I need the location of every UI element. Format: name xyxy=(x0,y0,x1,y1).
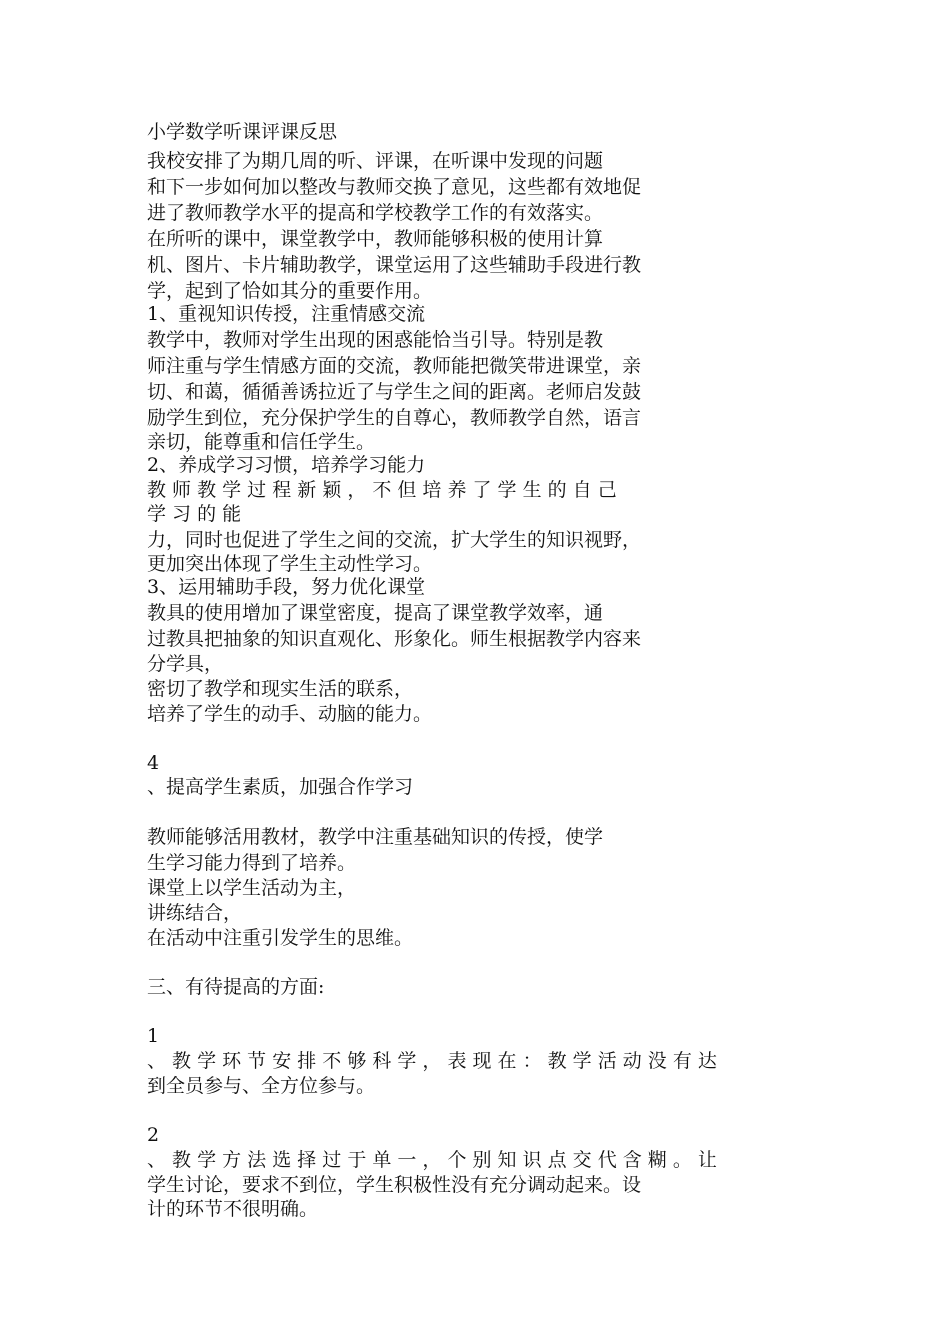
text-line: 亲切，能尊重和信任学生。 xyxy=(147,431,376,453)
text-line: 到全员参与、全方位参与。 xyxy=(147,1075,376,1097)
document-title: 小学数学听课评课反思 xyxy=(147,121,338,143)
text-line: 在所听的课中，课堂教学中，教师能够积极的使用计算 xyxy=(147,228,604,250)
item-number: 1 xyxy=(147,1025,160,1047)
text-line: 分学具， xyxy=(147,653,224,675)
text-line: 在活动中注重引发学生的思维。 xyxy=(147,927,414,949)
text-line: 生学习能力得到了培养。 xyxy=(147,852,357,874)
text-line: 、 教 学 环 节 安 排 不 够 科 学 ， 表 现 在 ： 教 学 活 动 没 有 达 xyxy=(147,1050,717,1072)
text-line: 计的环节不很明确。 xyxy=(147,1198,319,1220)
text-line: 更加突出体现了学生主动性学习。 xyxy=(147,553,433,575)
text-line: 和下一步如何加以整改与教师交换了意见，这些都有效地促 xyxy=(147,176,642,198)
section-number: 4 xyxy=(147,752,160,774)
text-line: 学 习 的 能 xyxy=(147,503,242,525)
text-line: 课堂上以学生活动为主， xyxy=(147,877,357,899)
text-line: 、 教 学 方 法 选 择 过 于 单 一 ， 个 别 知 识 点 交 代 含 糊 。 让 xyxy=(147,1149,717,1171)
text-line: 切、和蔼，循循善诱拉近了与学生之间的距离。老师启发鼓 xyxy=(147,381,642,403)
section-heading: 三、有待提高的方面: xyxy=(147,976,325,998)
text-line: 进了教师教学水平的提高和学校教学工作的有效落实。 xyxy=(147,202,604,224)
text-line: 学生讨论，要求不到位，学生积极性没有充分调动起来。设 xyxy=(147,1174,642,1196)
section-heading: 、提高学生素质，加强合作学习 xyxy=(147,776,414,798)
text-line: 励学生到位，充分保护学生的自尊心，教师教学自然，语言 xyxy=(147,407,642,429)
text-line: 培养了学生的动手、动脑的能力。 xyxy=(147,703,433,725)
text-line: 师注重与学生情感方面的交流，教师能把微笑带进课堂，亲 xyxy=(147,355,642,377)
item-number: 2 xyxy=(147,1124,160,1146)
section-heading: 3、运用辅助手段，努力优化课堂 xyxy=(147,576,426,598)
text-line: 讲练结合， xyxy=(147,902,243,924)
section-heading: 1、重视知识传授，注重情感交流 xyxy=(147,303,426,325)
text-line: 机、图片、卡片辅助教学，课堂运用了这些辅助手段进行教 xyxy=(147,254,642,276)
text-line: 密切了教学和现实生活的联系， xyxy=(147,678,414,700)
text-line: 学，起到了恰如其分的重要作用。 xyxy=(147,280,433,302)
text-line: 教 师 教 学 过 程 新 颖 ， 不 但 培 养 了 学 生 的 自 己 xyxy=(147,479,617,501)
text-line: 我校安排了为期几周的听、评课，在听课中发现的问题 xyxy=(147,150,604,172)
text-line: 教师能够活用教材，教学中注重基础知识的传授，使学 xyxy=(147,826,604,848)
section-heading: 2、养成学习习惯，培养学习能力 xyxy=(147,454,426,476)
text-line: 教学中，教师对学生出现的困惑能恰当引导。特别是教 xyxy=(147,329,604,351)
text-line: 过教具把抽象的知识直观化、形象化。师生根据教学内容来 xyxy=(147,628,642,650)
text-line: 力，同时也促进了学生之间的交流，扩大学生的知识视野， xyxy=(147,529,642,551)
text-line: 教具的使用增加了课堂密度，提高了课堂教学效率，通 xyxy=(147,602,604,624)
